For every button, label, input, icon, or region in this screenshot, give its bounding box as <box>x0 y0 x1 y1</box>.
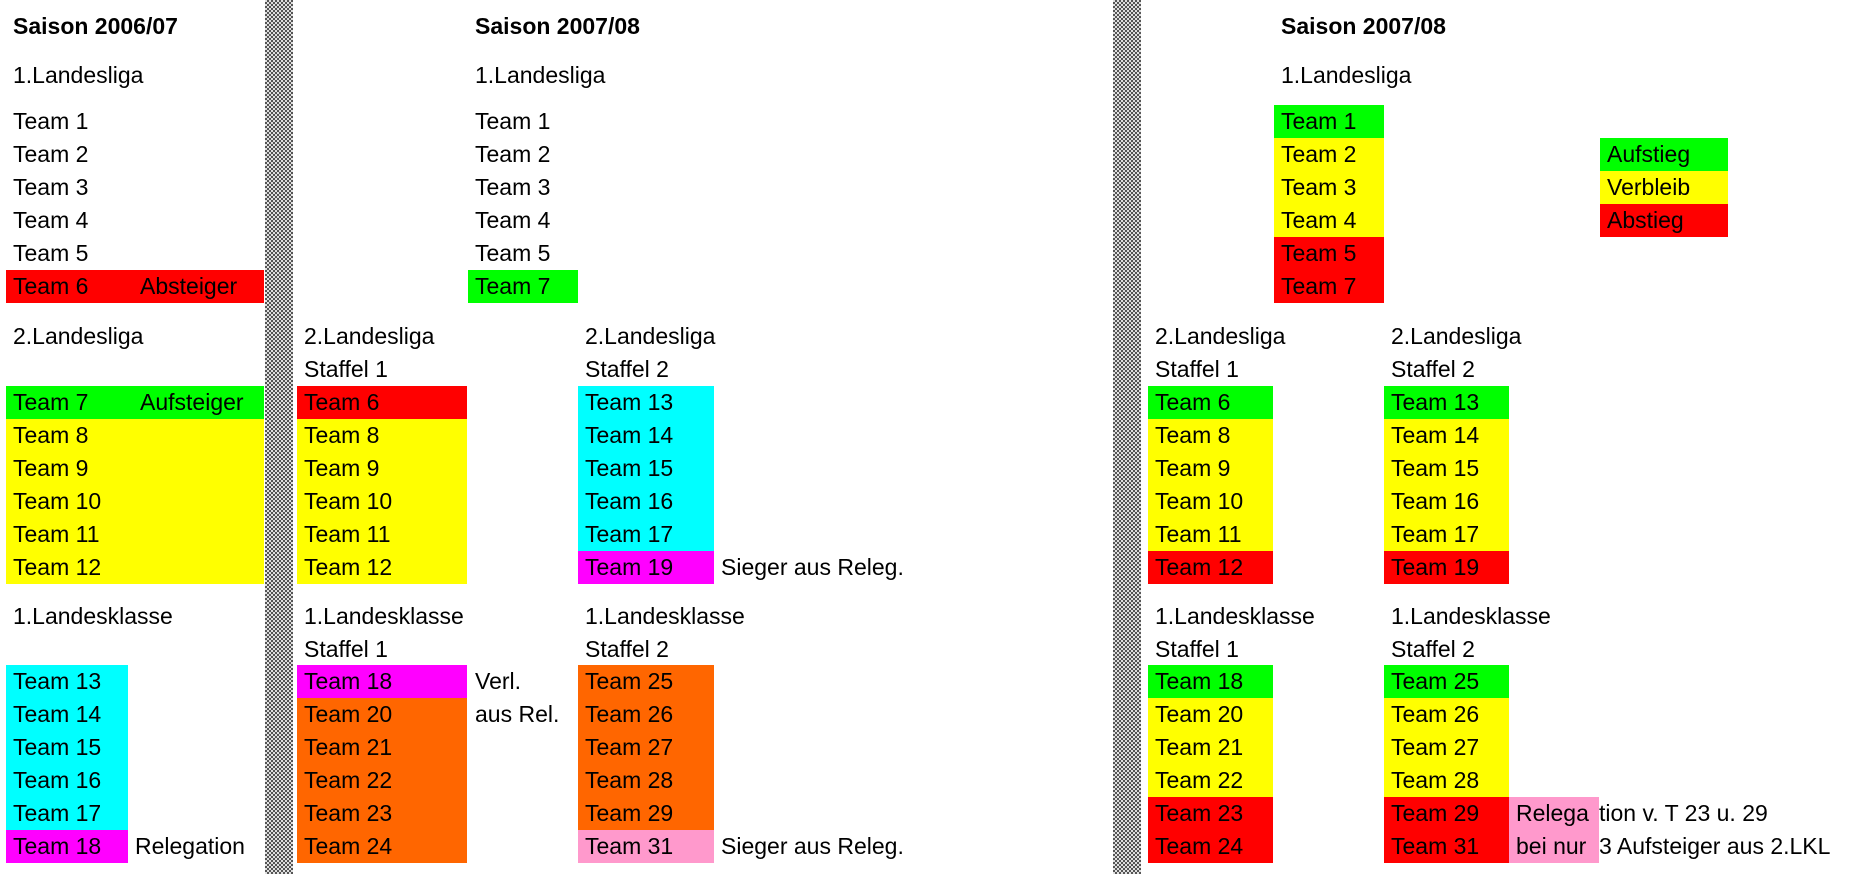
team-cell: Team 20 <box>1148 698 1273 731</box>
season-title-2006: Saison 2006/07 <box>13 13 178 39</box>
league-label-2-landesliga: 2.Landesliga <box>13 323 144 349</box>
league-label-1-landesklasse-s2: 1.Landesklasse <box>1391 603 1551 629</box>
team-cell: Team 19 <box>1384 551 1509 584</box>
team-cell: Team 6 <box>1148 386 1273 419</box>
team-cell: Team 13 <box>1384 386 1509 419</box>
season-title-2007-right: Saison 2007/08 <box>1281 13 1446 39</box>
team-cell: Team 17 <box>578 518 714 551</box>
team-name: Team 7 <box>13 389 89 415</box>
team-cell: Team 5 <box>475 240 551 266</box>
league-label-1-landesklasse-s1: 1.Landesklasse <box>304 603 464 629</box>
team-cell: Team 14 <box>578 419 714 452</box>
team-cell-promoted <box>6 386 264 419</box>
team-cell: Team 24 <box>1148 830 1273 863</box>
league-label-2-landesliga-s2: 2.Landesliga <box>585 323 716 349</box>
team-cell: Team 19 <box>578 551 714 584</box>
team-cell-relegated <box>6 270 264 303</box>
team-cell: Team 29 <box>1384 797 1509 830</box>
team-cell: Team 3 <box>1274 171 1384 204</box>
separator-left <box>265 0 293 874</box>
team-cell: Team 4 <box>1274 204 1384 237</box>
team-cell: Team 5 <box>13 240 89 266</box>
team-cell: Team 26 <box>1384 698 1509 731</box>
team-cell: Team 15 <box>1384 452 1509 485</box>
league-label-2-landesliga-s2: 2.Landesliga <box>1391 323 1522 349</box>
team-cell: Team 23 <box>297 797 467 830</box>
team-cell: Team 13 <box>6 665 128 698</box>
legend-aufstieg: Aufstieg <box>1600 138 1728 171</box>
league-label-2-landesliga-s1: 2.Landesliga <box>304 323 435 349</box>
team-cell: Team 28 <box>578 764 714 797</box>
verl-label: Verl. <box>475 668 522 694</box>
staffel-label-2: Staffel 2 <box>585 636 669 662</box>
team-cell: Team 1 <box>1274 105 1384 138</box>
staffel-label-1: Staffel 1 <box>1155 636 1239 662</box>
team-cell: Team 8 <box>297 419 467 452</box>
relegation-note-text: tion v. T 23 u. 29 <box>1599 800 1768 826</box>
staffel-label-1: Staffel 1 <box>1155 356 1239 382</box>
team-cell: Team 16 <box>1384 485 1509 518</box>
team-cell: Team 18 <box>1148 665 1273 698</box>
staffel-label-1: Staffel 1 <box>304 636 388 662</box>
team-cell: Team 2 <box>475 141 551 167</box>
team-cell: Team 11 <box>6 518 264 551</box>
absteiger-label: Absteiger <box>140 273 238 299</box>
separator-right <box>1113 0 1141 874</box>
legend-abstieg: Abstieg <box>1600 204 1728 237</box>
team-cell: Team 10 <box>6 485 264 518</box>
team-cell: Team 22 <box>297 764 467 797</box>
team-cell: Team 7 <box>1274 270 1384 303</box>
staffel-label-2: Staffel 2 <box>1391 356 1475 382</box>
league-label-1-landesklasse-s2: 1.Landesklasse <box>585 603 745 629</box>
relegation-note-text: 3 Aufsteiger aus 2.LKL <box>1599 833 1831 859</box>
team-cell: Team 18 <box>297 665 467 698</box>
staffel-label-2: Staffel 2 <box>585 356 669 382</box>
team-cell: Team 9 <box>1148 452 1273 485</box>
team-cell: Team 9 <box>297 452 467 485</box>
team-cell: Team 14 <box>6 698 128 731</box>
team-cell: Team 3 <box>13 174 89 200</box>
season-title-2007-middle: Saison 2007/08 <box>475 13 640 39</box>
team-cell: Team 12 <box>297 551 467 584</box>
team-name: Team 6 <box>13 273 89 299</box>
staffel-label-2: Staffel 2 <box>1391 636 1475 662</box>
legend-verbleib: Verbleib <box>1600 171 1728 204</box>
aufsteiger-label: Aufsteiger <box>140 389 244 415</box>
league-label-1-landesklasse-s1: 1.Landesklasse <box>1155 603 1315 629</box>
team-cell: Team 31 <box>578 830 714 863</box>
team-cell: Team 26 <box>578 698 714 731</box>
team-cell: Team 13 <box>578 386 714 419</box>
relegation-note-highlight: bei nur <box>1509 830 1599 863</box>
team-cell: Team 1 <box>475 108 551 134</box>
team-cell: Team 20 <box>297 698 467 731</box>
team-cell: Team 17 <box>1384 518 1509 551</box>
team-cell: Team 4 <box>13 207 89 233</box>
team-cell: Team 5 <box>1274 237 1384 270</box>
league-label-1-landesliga: 1.Landesliga <box>1281 62 1412 88</box>
team-cell: Team 22 <box>1148 764 1273 797</box>
relegation-note-highlight: Relega <box>1509 797 1599 830</box>
league-label-1-landesliga: 1.Landesliga <box>475 62 606 88</box>
team-cell: Team 27 <box>578 731 714 764</box>
league-label-1-landesliga: 1.Landesliga <box>13 62 144 88</box>
team-cell: Team 16 <box>6 764 128 797</box>
team-cell: Team 1 <box>13 108 89 134</box>
team-cell: Team 24 <box>297 830 467 863</box>
team-cell: Team 3 <box>475 174 551 200</box>
team-cell: Team 6 <box>297 386 467 419</box>
team-cell: Team 15 <box>6 731 128 764</box>
team-cell: Team 12 <box>6 551 264 584</box>
team-cell: Team 21 <box>297 731 467 764</box>
team-cell: Team 16 <box>578 485 714 518</box>
team-cell: Team 11 <box>297 518 467 551</box>
team-cell: Team 25 <box>578 665 714 698</box>
team-cell: Team 27 <box>1384 731 1509 764</box>
team-cell: Team 11 <box>1148 518 1273 551</box>
team-cell: Team 15 <box>578 452 714 485</box>
team-cell: Team 8 <box>1148 419 1273 452</box>
relegation-label: Relegation <box>135 833 245 859</box>
team-cell: Team 9 <box>6 452 264 485</box>
team-cell: Team 12 <box>1148 551 1273 584</box>
team-cell: Team 25 <box>1384 665 1509 698</box>
team-cell: Team 21 <box>1148 731 1273 764</box>
team-cell: Team 23 <box>1148 797 1273 830</box>
team-cell: Team 28 <box>1384 764 1509 797</box>
team-cell: Team 4 <box>475 207 551 233</box>
team-cell: Team 18 <box>6 830 128 863</box>
team-cell: Team 17 <box>6 797 128 830</box>
team-cell: Team 29 <box>578 797 714 830</box>
league-label-1-landesklasse: 1.Landesklasse <box>13 603 173 629</box>
aus-rel-label: aus Rel. <box>475 701 560 727</box>
team-cell: Team 2 <box>1274 138 1384 171</box>
team-cell: Team 14 <box>1384 419 1509 452</box>
team-cell: Team 7 <box>468 270 578 303</box>
team-cell: Team 10 <box>1148 485 1273 518</box>
team-cell: Team 8 <box>6 419 264 452</box>
sieger-aus-releg-label: Sieger aus Releg. <box>721 554 904 580</box>
sieger-aus-releg-label: Sieger aus Releg. <box>721 833 904 859</box>
team-cell: Team 10 <box>297 485 467 518</box>
team-cell: Team 31 <box>1384 830 1509 863</box>
staffel-label-1: Staffel 1 <box>304 356 388 382</box>
league-label-2-landesliga-s1: 2.Landesliga <box>1155 323 1286 349</box>
team-cell: Team 2 <box>13 141 89 167</box>
